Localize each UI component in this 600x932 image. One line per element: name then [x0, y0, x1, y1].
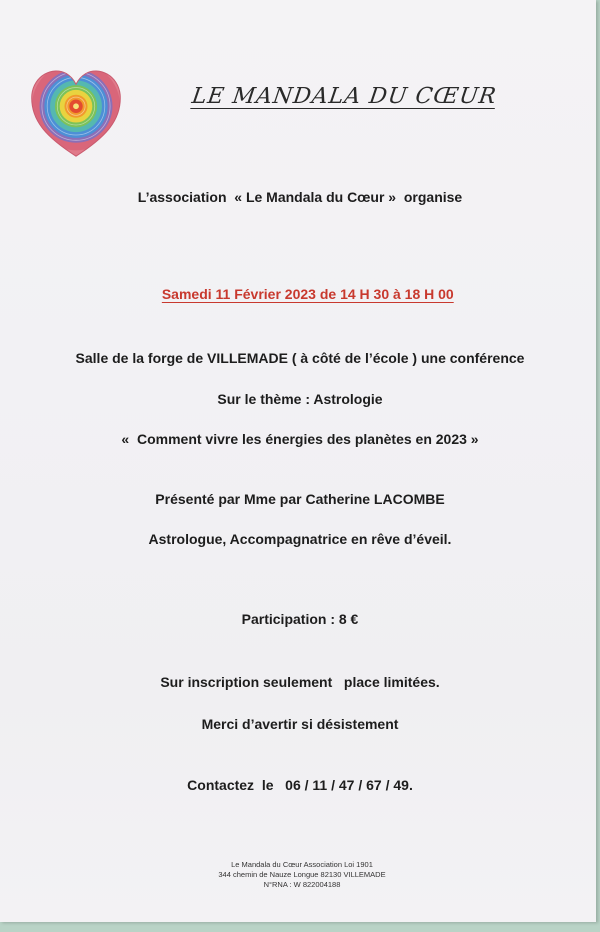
venue-line: Salle de la forge de VILLEMADE ( à côté de l’école ) une conférence [75, 350, 525, 366]
intro-line: L’association « Le Mandala du Cœur » organise [137, 189, 463, 205]
conference-title: « Comment vivre les énergies des planètes en 2023 » [121, 431, 479, 447]
date-line-wrap [0, 270, 600, 318]
theme-line: Sur le thème : Astrologie [217, 391, 383, 407]
contact-phone: Contactez le 06 / 11 / 47 / 67 / 49. [187, 777, 413, 793]
presenter-role: Astrologue, Accompagnatrice en rêve d’éveil. [148, 531, 452, 547]
footer-rna: N°RNA : W 822004188 [263, 880, 341, 889]
presenter-line: Présenté par Mme par Catherine LACOMBE [155, 491, 445, 507]
footer-address: 344 chemin de Nauze Longue 82130 VILLEMADE [218, 870, 386, 879]
registration-note: Sur inscription seulement place limitées. [160, 674, 440, 690]
participation-fee: Participation : 8 € [241, 611, 359, 627]
cancellation-note: Merci d’avertir si désistement [201, 716, 399, 732]
mandala-heart-logo [28, 64, 124, 160]
event-title: LE MANDALA DU CŒUR [190, 84, 499, 109]
event-date: Samedi 11 Février 2023 de 14 H 30 à 18 H 00 [161, 286, 454, 302]
footer-association: Le Mandala du Cœur Association Loi 1901 [231, 860, 373, 869]
